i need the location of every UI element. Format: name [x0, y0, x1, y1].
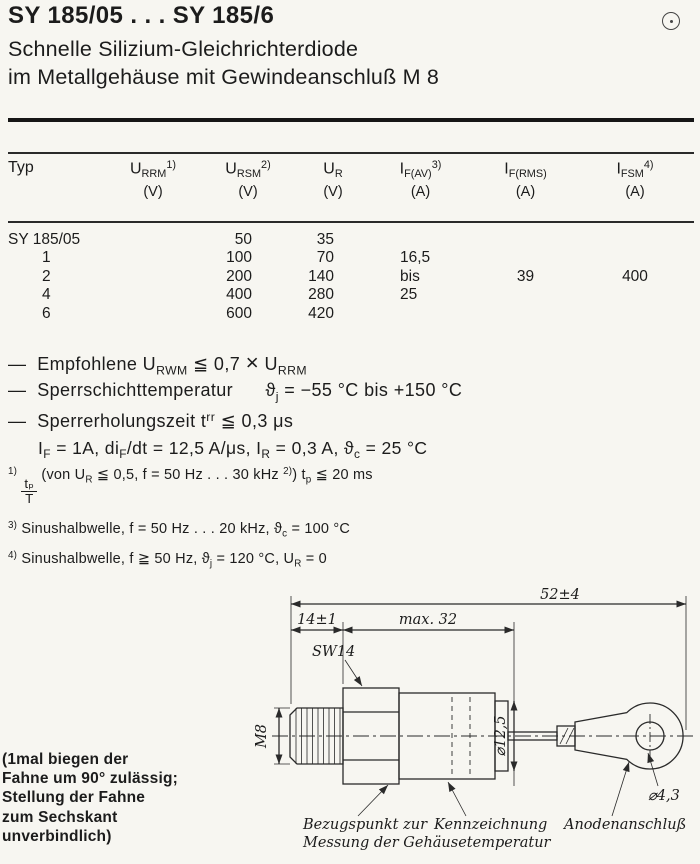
cell-ursm: 100 — [226, 249, 252, 267]
cell-ursm: 50 — [234, 231, 252, 248]
cell-ifsm: 400 — [622, 267, 648, 285]
col-header-ifrms: $I_{F(RMS)}$ (A) — [504, 160, 547, 200]
svg-text:Messung der Gehäusetemperatur: Messung der Gehäusetemperatur — [303, 835, 551, 851]
footnote-4: $^{4)}$ Sinushalbwelle, f ≧ 50 Hz, $ϑ_j = 120$ °C, $U_R = 0$ — [8, 550, 327, 570]
cell-ursm: 600 — [226, 304, 252, 322]
dim-body-label: max. 32 — [398, 612, 458, 628]
cell-typ: 2 — [42, 267, 51, 285]
flag-bending-note-line: (1mal biegen der — [2, 751, 129, 768]
cell-ursm: 400 — [226, 286, 252, 304]
cell-typ: SY 185/05 — [8, 231, 81, 248]
cell-ifav — [368, 305, 473, 323]
footnote-1: $^{1)}$ $\frac{\text{tₚ}}{T}$ (von $U_R$ ≦ 0,5, f = 50 Hz . . . 30 kHz $^{2)}$) $t_p$ ≦ 20 ms — [8, 466, 373, 507]
cell-ifsm — [578, 286, 692, 304]
cell-urrm — [108, 231, 198, 249]
col-header-urrm: $U_{RRM}^{1)}$ (V) — [129, 159, 176, 200]
hole-diameter-label: ⌀4,3 — [648, 788, 680, 804]
col-header-typ: Typ — [8, 159, 34, 176]
ratings-table-header — [8, 159, 692, 200]
cell-typ: 6 — [42, 304, 51, 322]
col-header-ifsm: $I_{FSM}^{4)}$ (A) — [616, 159, 654, 200]
dimension-hole-diameter — [648, 753, 680, 804]
cell-ifav: bis — [400, 267, 420, 285]
circle-dot-icon — [662, 12, 680, 30]
subtitle-line-2: im Metallgehäuse mit Gewindeanschluß M 8 — [8, 64, 440, 89]
flag-bending-note — [2, 750, 232, 846]
cell-ifrms — [473, 286, 578, 304]
cell-ifrms: 39 — [516, 267, 535, 285]
svg-text:Kennzeichnung: Kennzeichnung — [434, 817, 548, 833]
subtitle-line-1: Schnelle Silizium-Gleichrichterdiode — [8, 37, 359, 61]
wrench-size-callout — [312, 644, 362, 686]
cell-ifrms — [473, 249, 578, 267]
cell-ur: 70 — [316, 249, 334, 267]
flag-bending-note-line: zum Sechskant — [2, 808, 118, 826]
col-header-ifav: $I_{F(AV)}^{3)}$ (A) — [399, 159, 442, 200]
cell-urrm — [108, 268, 198, 286]
thread-size-label: M8 — [254, 723, 270, 749]
flag-bending-note-line: Stellung der Fahne — [2, 789, 146, 807]
ratings-table-body — [8, 231, 692, 323]
cell-ifav: 25 — [400, 286, 418, 304]
cell-urrm — [108, 286, 198, 304]
cell-ifav — [368, 231, 473, 249]
body-diameter-label: ⌀12,5 — [493, 715, 509, 757]
cell-typ: 4 — [42, 286, 51, 304]
footnote-3: $^{3)}$ Sinushalbwelle, f = 50 Hz . . . 20 kHz, $ϑ_c = 100$ °C — [8, 520, 351, 540]
dim-thread-label: 14±1 — [297, 612, 337, 628]
cell-ifsm — [578, 249, 692, 267]
table-top-rule — [8, 152, 694, 154]
note-recommended-urwm: — Empfohlene $U_{RWM}$ ≦ $0,7 \times U_{RRM}$ — [8, 350, 307, 378]
page-title: SY 185/05 . . . SY 185/6 — [8, 2, 275, 29]
svg-text:Anodenanschluß: Anodenanschluß — [564, 817, 687, 833]
divider-thick — [8, 118, 694, 122]
dim-overall-label: 52±4 — [540, 587, 580, 603]
flag-bending-note-line: unverbindlich) — [2, 827, 112, 845]
cell-ifsm — [578, 231, 692, 249]
svg-text:Bezugspunkt zur: Bezugspunkt zur — [303, 817, 428, 833]
cell-ifav: 16,5 — [400, 249, 431, 267]
flag-bending-note-line: Fahne um 90° zulässig; — [2, 770, 178, 788]
note-test-conditions: $I_F = 1A$, $di_F/dt = 12,5$ A/μs, $I_R = 0,3$ A, $ϑ_c = 25$ °C — [38, 438, 428, 462]
cell-ifrms — [473, 305, 578, 323]
cell-ursm: 200 — [226, 267, 252, 285]
cell-urrm — [108, 305, 198, 323]
col-header-ur: $U_R$ (V) — [323, 160, 343, 200]
marking-label — [433, 782, 547, 833]
cell-ur: 140 — [308, 267, 334, 285]
cell-ur: 280 — [308, 286, 334, 304]
cell-ifrms — [473, 231, 578, 249]
cell-typ: 1 — [42, 249, 51, 267]
page-subtitle — [8, 36, 439, 92]
cell-ifsm — [578, 305, 692, 323]
note-junction-temperature: — Sperrschichttemperatur $ϑ_j = -55$ °C bis +150 °C — [8, 380, 463, 404]
cell-urrm — [108, 249, 198, 267]
note-reverse-recovery: — Sperrerholungszeit $t^{rr}$ ≦ 0,3 μs — [8, 410, 294, 432]
cell-ur: 420 — [308, 304, 334, 322]
table-header-rule — [8, 221, 694, 223]
col-header-ursm: $U_{RSM}^{2)}$ (V) — [225, 159, 271, 200]
wrench-size-label: SW14 — [312, 644, 356, 660]
cell-ur: 35 — [316, 231, 334, 248]
